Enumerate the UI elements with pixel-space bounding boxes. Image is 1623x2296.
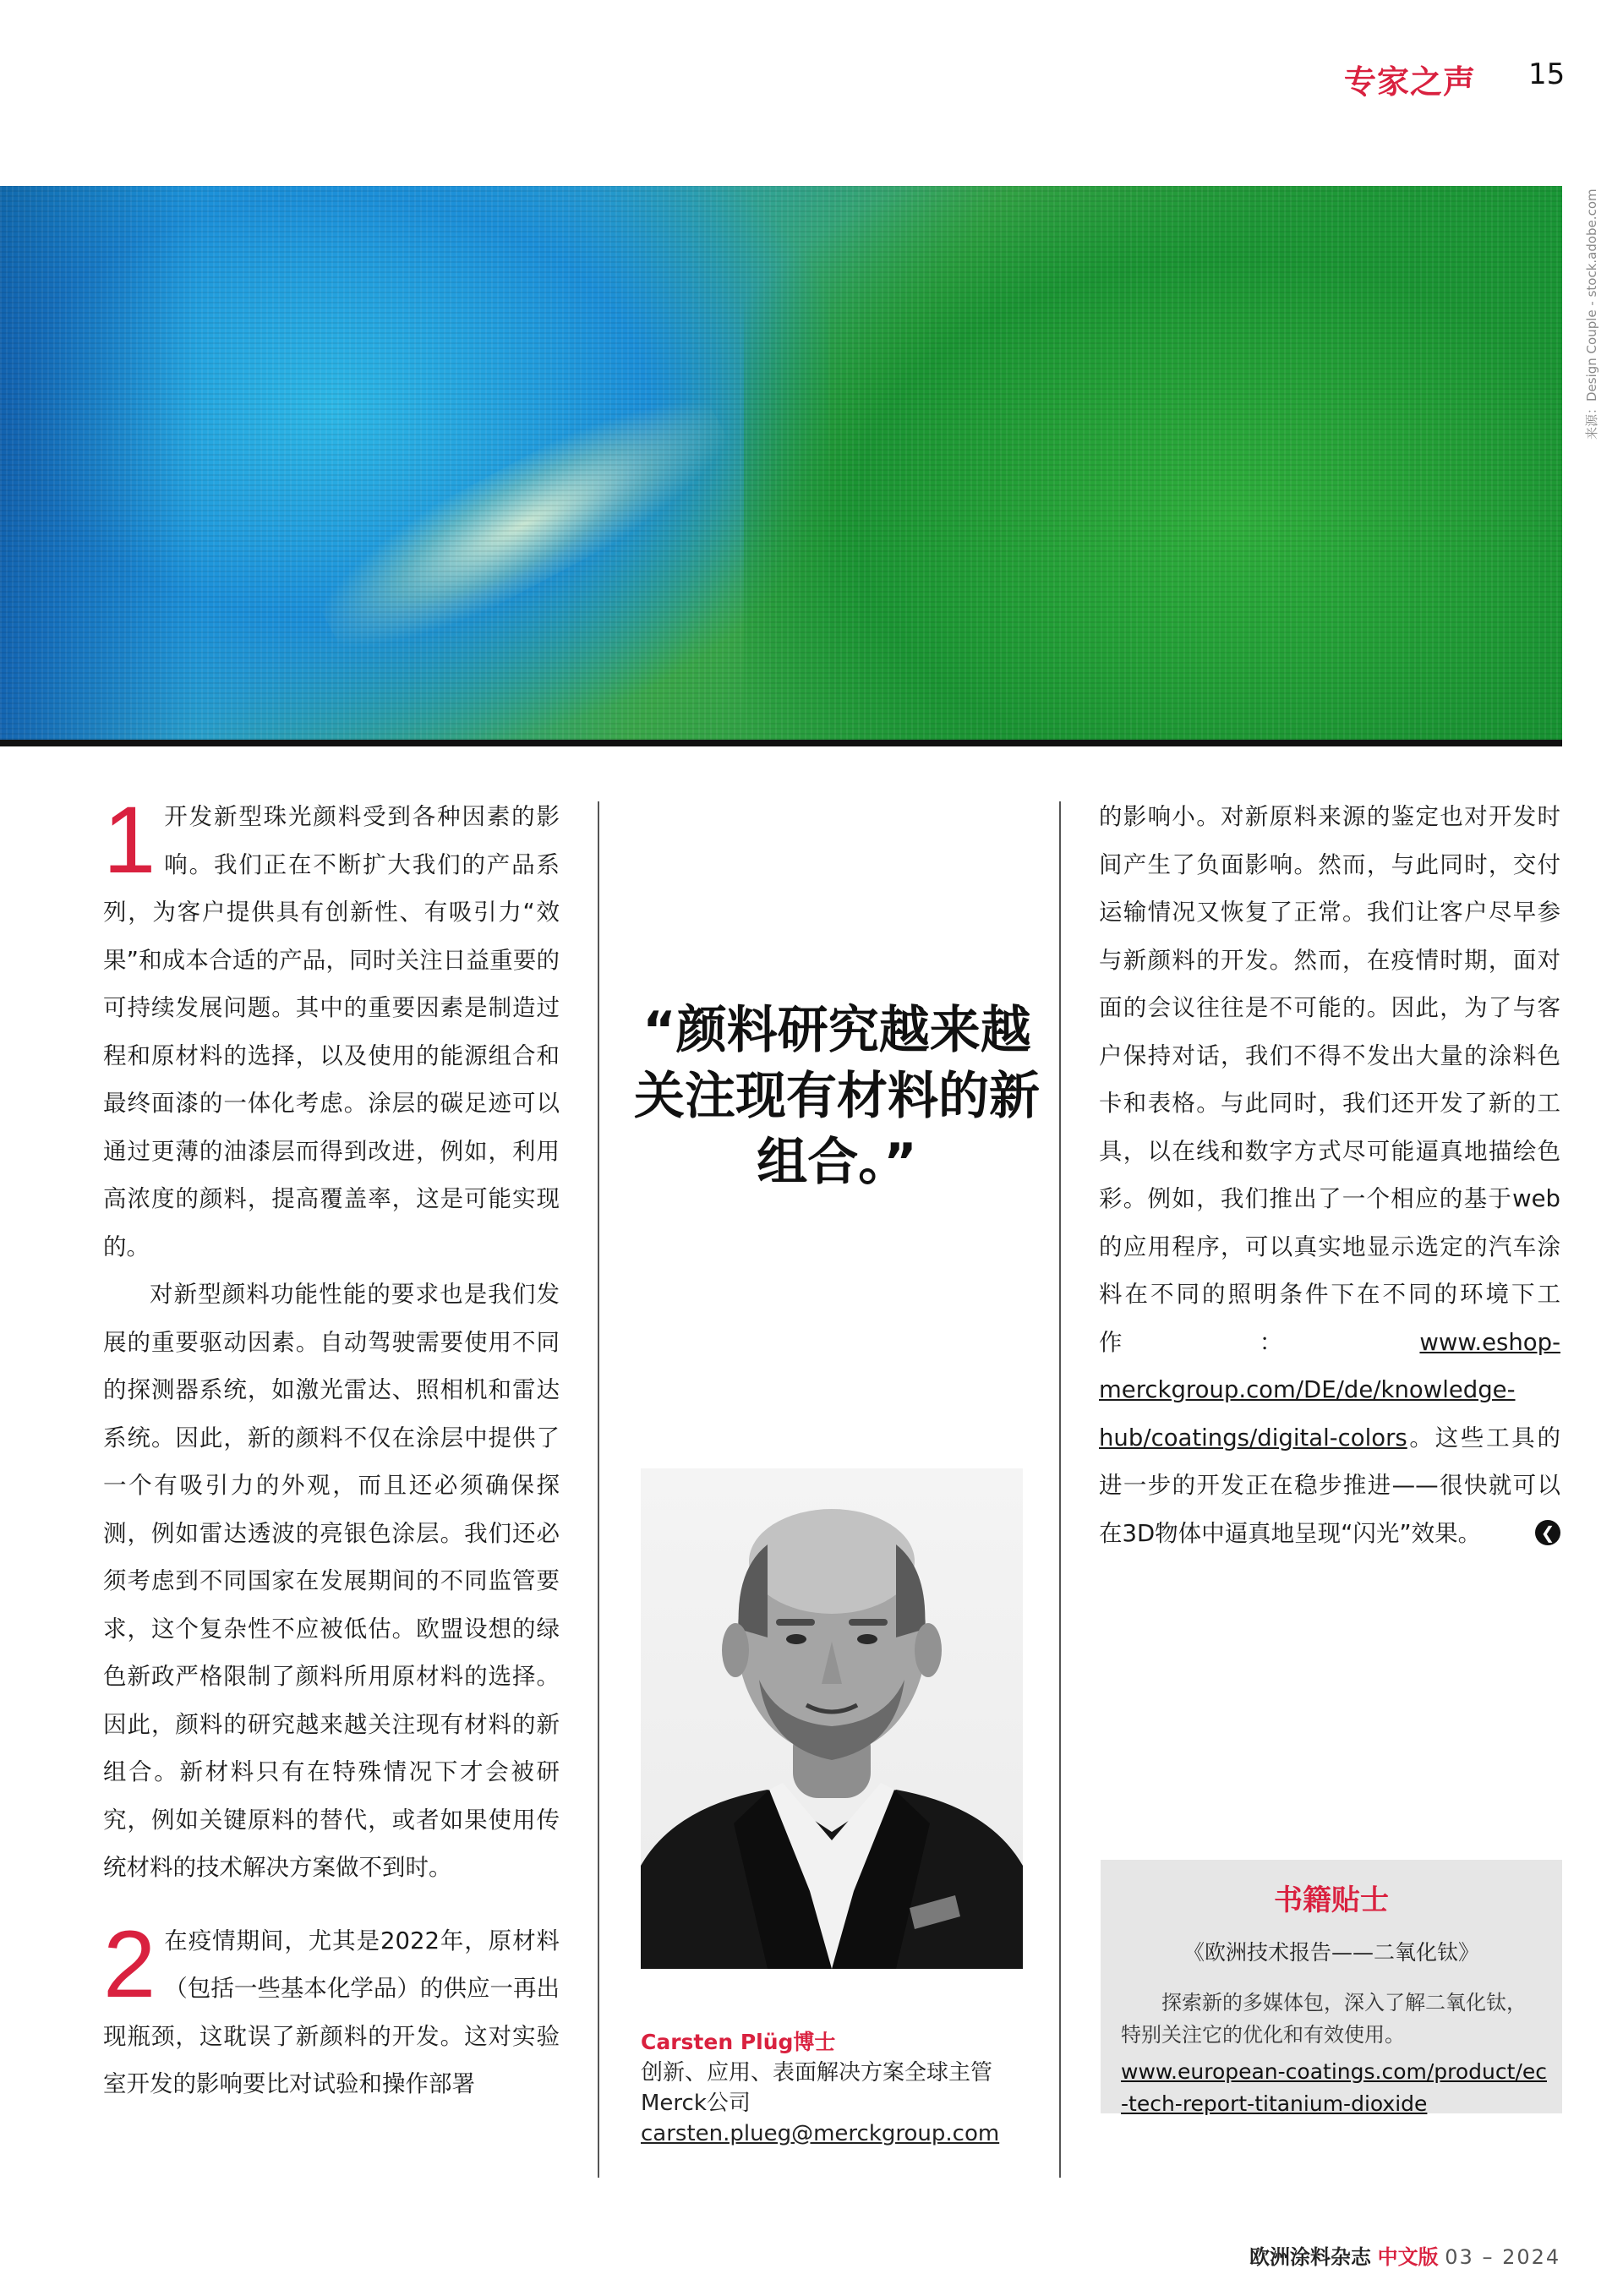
footer-date: 03 – 2024 (1445, 2245, 1561, 2269)
author-block (641, 2027, 1038, 2149)
article-paragraph-1 (103, 787, 560, 1271)
hero-canvas-texture (0, 186, 1562, 740)
pull-quote: “颜料研究越来越关注现有材料的新组合。” (634, 1001, 1040, 1192)
footer-brand: 欧洲涂料杂志 (1249, 2245, 1371, 2269)
page-footer (1249, 2240, 1560, 2270)
author-email-link[interactable]: carsten.plueg@merckgroup.com (641, 2121, 1000, 2146)
article-paragraph-1b: 对新型颜料功能性能的要求也是我们发展的重要驱动因素。自动驾驶需要使用不同的探测器系统，如激光雷达、照相机和雷达系统。因此，新的颜料不仅在涂层中提供了一个有吸引力的外观，而且还必须确保探测，例如雷达透波的亮银色涂层。我们还必须考虑到不同国家在发展期间的不同监管要求，这个复杂性不应被低估。欧盟设想的绿色新政严格限制了颜料所用原材料的选择。因此，颜料的研究越来越关注现有材料的新组合。新材料只有在特殊情况下才会被研究，例如关键原料的替代，或者如果使用传统材料的技术解决方案做不到时。 (103, 1281, 560, 1881)
author-company: Merck公司 (641, 2091, 751, 2116)
author-title: 创新、应用、表面解决方案全球主管 (641, 2060, 993, 2086)
article-paragraph-2 (103, 1911, 560, 2108)
section-number-1: 1 (103, 787, 156, 893)
column-divider-left (598, 801, 599, 2178)
article-paragraph-2-cont-text: 的影响小。对新原料来源的鉴定也对开发时间产生了负面影响。然而，与此同时，交付运输情况又恢复了正常。我们让客户尽早参与新颜料的开发。然而，在疫情时期，面对面的会议往往是不可能的。因此，为了与客户保持对话，我们不得不发出大量的涂料色卡和表格。与此同时，我们还开发了新的工具，以在线和数字方式尽可能逼真地描绘色彩。例如，我们推出了一个相应的基于web的应用程序，可以真实地显示选定的汽车涂料在不同的照明条件下在不同的环境下工作： (1099, 803, 1560, 1356)
article-paragraph-2-continued (1099, 793, 1560, 1557)
section-label: 专家之声 (1344, 63, 1477, 101)
book-tip-link[interactable]: www.european-coatings.com/product/ec-tech-report-titanium-dioxide (1121, 2059, 1547, 2116)
image-credit-text: 来源：Design Couple - stock.adobe.com (1584, 189, 1599, 440)
hero-bottom-rule (0, 740, 1562, 746)
author-name: Carsten Plüg博士 (641, 2030, 836, 2054)
digital-colors-link[interactable]: www.eshop-merckgroup.com/DE/de/knowledge-hub/coatings/digital-colors (1099, 1328, 1560, 1451)
column-divider-right (1059, 801, 1061, 2178)
book-tip-title: 书籍贴士 (1274, 1883, 1389, 1917)
article-column-left (103, 787, 560, 2108)
page-number: 15 (1528, 57, 1566, 91)
article-paragraph-2-end-text: 。这些工具的进一步的开发正在稳步推进——很快就可以在3D物体中逼真地呈现“闪光”效果。 (1099, 1424, 1560, 1547)
article-paragraph-2-text: 在疫情期间，尤其是2022年，原材料（包括一些基本化学品）的供应一再出现瓶颈，这耽误了新颜料的开发。这对实验室开发的影响要比对试验和操作部署 (103, 1927, 560, 2097)
chevron-left-circle-icon: ❮ (1535, 1520, 1560, 1545)
section-number-2: 2 (103, 1911, 156, 2017)
book-tip-subtitle: 《欧洲技术报告——二氧化钛》 (1183, 1940, 1479, 1965)
book-tip-box (1101, 1860, 1562, 2116)
article-paragraph-1-text: 开发新型珠光颜料受到各种因素的影响。我们正在不断扩大我们的产品系列，为客户提供具有创新性、有吸引力“效果”和成本合适的产品，同时关注日益重要的可持续发展问题。其中的重要因素是制造过程和原材料的选择，以及使用的能源组合和最终面漆的一体化考虑。涂层的碳足迹可以通过更薄的油漆层而得到改进，例如，利用高浓度的颜料，提高覆盖率，这是可能实现的。 (103, 803, 560, 1260)
portrait-illustration (641, 1468, 1023, 1969)
hero-painting-image (0, 186, 1562, 740)
image-credit (1562, 186, 1599, 448)
footer-edition: 中文版 (1377, 2245, 1439, 2269)
book-tip-body: 探索新的多媒体包，深入了解二氧化钛，特别关注它的优化和有效使用。 (1121, 1991, 1527, 2047)
author-portrait-photo (641, 1468, 1023, 1969)
article-column-right (1099, 793, 1560, 1557)
